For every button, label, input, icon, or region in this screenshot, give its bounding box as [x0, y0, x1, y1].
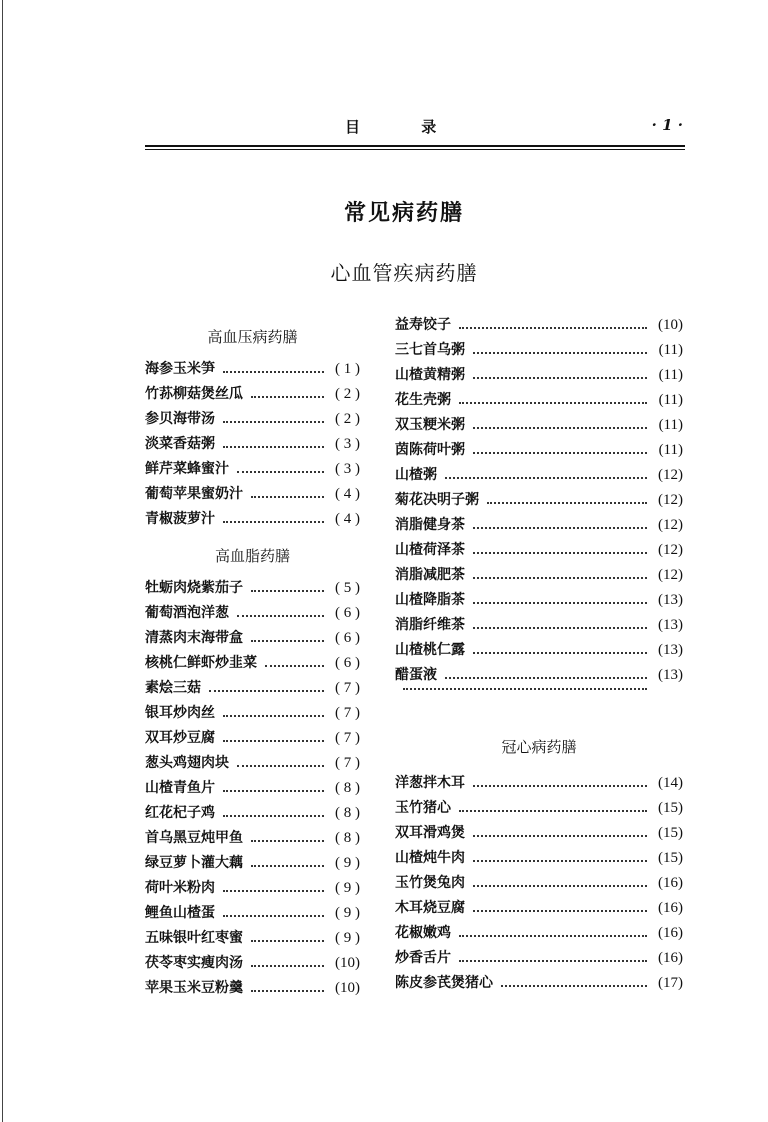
dot-leader — [223, 371, 324, 373]
entry-title: 玉竹猪心 — [395, 800, 451, 816]
dot-leader — [251, 396, 324, 398]
dot-leader — [251, 496, 324, 498]
toc-entry[interactable] — [145, 776, 360, 801]
dot-leader — [473, 835, 647, 837]
entry-page: (14) — [658, 775, 683, 791]
dot-leader — [459, 810, 647, 812]
entry-page: (12) — [658, 517, 683, 533]
entry-title: 素烩三菇 — [145, 680, 201, 696]
toc-entry[interactable] — [145, 482, 360, 507]
toc-entry[interactable] — [145, 976, 360, 1001]
toc-list — [395, 771, 683, 996]
toc-column-left — [145, 323, 360, 1001]
entry-title: 竹荪柳菇煲丝瓜 — [145, 386, 243, 402]
dot-leader — [251, 640, 324, 642]
dot-leader — [473, 552, 647, 554]
toc-entry[interactable] — [395, 796, 683, 821]
toc-entry[interactable] — [145, 826, 360, 851]
dot-leader — [223, 790, 324, 792]
entry-page: ( 3 ) — [335, 436, 360, 452]
toc-entry[interactable] — [145, 407, 360, 432]
entry-page: (12) — [658, 542, 683, 558]
dot-leader — [487, 502, 647, 504]
entry-page: ( 7 ) — [335, 730, 360, 746]
dot-leader — [403, 688, 647, 690]
section-title: 心血管疾病药膳 — [330, 261, 478, 285]
entry-title: 葱头鸡翅肉块 — [145, 755, 229, 771]
entry-page: ( 2 ) — [335, 411, 360, 427]
entry-title: 山楂降脂茶 — [395, 592, 465, 608]
dot-leader — [223, 890, 324, 892]
entry-title: 海参玉米笋 — [145, 361, 215, 377]
entry-page: (16) — [658, 875, 683, 891]
toc-entry[interactable] — [145, 876, 360, 901]
entry-title: 山楂粥 — [395, 467, 437, 483]
entry-title: 五味银叶红枣蜜 — [145, 930, 243, 946]
dot-leader — [251, 940, 324, 942]
entry-page: (10) — [658, 317, 683, 333]
dot-leader — [251, 840, 324, 842]
dot-leader — [251, 865, 324, 867]
toc-entry[interactable] — [145, 357, 360, 382]
entry-page: (16) — [658, 925, 683, 941]
entry-page: ( 9 ) — [335, 930, 360, 946]
entry-title: 苹果玉米豆粉羹 — [145, 980, 243, 996]
dot-leader — [265, 665, 324, 667]
toc-entry[interactable] — [395, 613, 683, 638]
dot-leader — [473, 527, 647, 529]
dot-leader — [473, 910, 647, 912]
entry-page: ( 5 ) — [335, 580, 360, 596]
entry-title: 首乌黑豆炖甲鱼 — [145, 830, 243, 846]
toc-entry[interactable] — [145, 751, 360, 776]
entry-title: 玉竹煲兔肉 — [395, 875, 465, 891]
entry-page: (10) — [335, 955, 360, 971]
entry-title: 醋蛋液 — [395, 667, 437, 683]
dot-leader — [237, 471, 324, 473]
toc-list — [395, 313, 683, 713]
toc-entry[interactable] — [395, 871, 683, 896]
entry-page: (11) — [658, 392, 683, 408]
dot-leader — [501, 985, 647, 987]
toc-entry[interactable] — [395, 588, 683, 613]
entry-page: (13) — [658, 592, 683, 608]
toc-entry[interactable] — [395, 388, 683, 413]
toc-entry[interactable] — [395, 538, 683, 563]
entry-page: (12) — [658, 467, 683, 483]
entry-title: 淡菜香菇粥 — [145, 436, 215, 452]
dot-leader — [473, 452, 647, 454]
dot-leader — [459, 402, 647, 404]
entry-title: 陈皮参芪煲猪心 — [395, 975, 493, 991]
dot-leader — [459, 327, 647, 329]
toc-entry[interactable] — [145, 432, 360, 457]
entry-page: ( 7 ) — [335, 705, 360, 721]
dot-leader — [251, 965, 324, 967]
toc-entry[interactable] — [145, 601, 360, 626]
subsection-heading: 高血压病药膳 — [207, 328, 298, 346]
entry-title: 茵陈荷叶粥 — [395, 442, 465, 458]
toc-entry[interactable] — [395, 971, 683, 996]
entry-page: (15) — [658, 825, 683, 841]
toc-entry[interactable] — [395, 463, 683, 488]
entry-title: 山楂荷泽茶 — [395, 542, 465, 558]
entry-title: 参贝海带汤 — [145, 411, 215, 427]
toc-entry[interactable] — [395, 338, 683, 363]
entry-title: 核桃仁鲜虾炒韭菜 — [145, 655, 257, 671]
entry-title: 银耳炒肉丝 — [145, 705, 215, 721]
entry-page: ( 6 ) — [335, 605, 360, 621]
entry-page: (10) — [335, 980, 360, 996]
entry-page: ( 4 ) — [335, 486, 360, 502]
entry-title: 红花杞子鸡 — [145, 805, 215, 821]
entry-page: (11) — [658, 417, 683, 433]
dot-leader — [251, 590, 324, 592]
entry-page: (17) — [658, 975, 683, 991]
entry-page: (16) — [658, 900, 683, 916]
toc-entry[interactable] — [395, 513, 683, 538]
dot-leader — [223, 740, 324, 742]
toc-entry[interactable] — [395, 313, 683, 338]
toc-list — [145, 357, 360, 532]
entry-title: 双耳炒豆腐 — [145, 730, 215, 746]
toc-entry[interactable] — [145, 676, 360, 701]
entry-page: ( 4 ) — [335, 511, 360, 527]
toc-entry[interactable] — [145, 726, 360, 751]
entry-page: ( 9 ) — [335, 880, 360, 896]
entry-title: 青椒菠萝汁 — [145, 511, 215, 527]
toc-entry[interactable] — [395, 438, 683, 463]
entry-page: ( 2 ) — [335, 386, 360, 402]
toc-entry[interactable] — [145, 507, 360, 532]
subsection-heading: 高血脂药膳 — [214, 547, 290, 565]
entry-page: ( 8 ) — [335, 780, 360, 796]
entry-page: ( 3 ) — [335, 461, 360, 477]
toc-entry[interactable] — [145, 701, 360, 726]
toc-list — [145, 576, 360, 1001]
dot-leader — [223, 815, 324, 817]
dot-leader — [223, 715, 324, 717]
toc-entry[interactable] — [395, 921, 683, 946]
running-header — [145, 116, 685, 138]
entry-page: (12) — [658, 567, 683, 583]
dot-leader — [473, 602, 647, 604]
entry-title: 葡萄苹果蜜奶汁 — [145, 486, 243, 502]
entry-title: 山楂炖牛肉 — [395, 850, 465, 866]
entry-page: ( 8 ) — [335, 805, 360, 821]
entry-page: ( 8 ) — [335, 830, 360, 846]
dot-leader — [209, 690, 324, 692]
entry-page: ( 7 ) — [335, 680, 360, 696]
entry-page: ( 6 ) — [335, 655, 360, 671]
dot-leader — [473, 577, 647, 579]
toc-entry[interactable] — [395, 363, 683, 388]
toc-entry[interactable] — [145, 801, 360, 826]
entry-title: 葡萄酒泡洋葱 — [145, 605, 229, 621]
entry-page: ( 1 ) — [335, 361, 360, 377]
entry-page: (11) — [658, 442, 683, 458]
dot-leader — [223, 421, 324, 423]
page-edge — [2, 0, 3, 1122]
toc-entry[interactable] — [395, 663, 683, 688]
entry-page: (13) — [658, 642, 683, 658]
toc-entry[interactable] — [395, 488, 683, 513]
dot-leader — [223, 915, 324, 917]
dot-leader — [237, 765, 324, 767]
entry-title: 花生壳粥 — [395, 392, 451, 408]
entry-page: (15) — [658, 800, 683, 816]
toc-entry[interactable] — [395, 638, 683, 663]
entry-title: 鲤鱼山楂蛋 — [145, 905, 215, 921]
entry-title: 牡蛎肉烧紫茄子 — [145, 580, 243, 596]
entry-title: 清蒸肉末海带盒 — [145, 630, 243, 646]
entry-page: (15) — [658, 850, 683, 866]
entry-page: (16) — [658, 950, 683, 966]
subsection-heading: 冠心病药膳 — [501, 738, 577, 756]
entry-title: 益寿饺子 — [395, 317, 451, 333]
toc-entry[interactable] — [395, 771, 683, 796]
entry-page: (13) — [658, 667, 683, 683]
entry-title: 荷叶米粉肉 — [145, 880, 215, 896]
entry-title: 花椒嫩鸡 — [395, 925, 451, 941]
dot-leader — [445, 477, 647, 479]
dot-leader — [473, 427, 647, 429]
entry-title: 双玉粳米粥 — [395, 417, 465, 433]
entry-title: 消脂纤维茶 — [395, 617, 465, 633]
header-title: 目 录 — [345, 118, 465, 136]
page-number: · 1 · — [651, 116, 683, 134]
dot-leader — [445, 677, 647, 679]
entry-page: ( 9 ) — [335, 855, 360, 871]
entry-title: 山楂青鱼片 — [145, 780, 215, 796]
entry-title: 山楂黄精粥 — [395, 367, 465, 383]
dot-leader — [237, 615, 324, 617]
toc-entry[interactable] — [145, 951, 360, 976]
entry-title: 木耳烧豆腐 — [395, 900, 465, 916]
entry-title: 鲜芹菜蜂蜜汁 — [145, 461, 229, 477]
entry-page: ( 6 ) — [335, 630, 360, 646]
entry-page: (12) — [658, 492, 683, 508]
dot-leader — [473, 885, 647, 887]
toc-entry[interactable] — [145, 626, 360, 651]
dot-leader — [459, 960, 647, 962]
toc-entry[interactable] — [395, 821, 683, 846]
entry-title: 茯苓枣实瘦肉汤 — [145, 955, 243, 971]
toc-column-right — [395, 313, 683, 996]
toc-entry[interactable] — [395, 688, 683, 713]
dot-leader — [473, 652, 647, 654]
dot-leader — [473, 352, 647, 354]
entry-page: (11) — [658, 342, 683, 358]
entry-title: 消脂健身茶 — [395, 517, 465, 533]
entry-page: ( 7 ) — [335, 755, 360, 771]
dot-leader — [223, 521, 324, 523]
toc-entry[interactable] — [145, 651, 360, 676]
dot-leader — [473, 377, 647, 379]
dot-leader — [473, 785, 647, 787]
toc-entry[interactable] — [145, 576, 360, 601]
entry-title: 炒香舌片 — [395, 950, 451, 966]
entry-title: 三七首乌粥 — [395, 342, 465, 358]
toc-entry[interactable] — [395, 896, 683, 921]
dot-leader — [223, 446, 324, 448]
entry-page: (11) — [658, 367, 683, 383]
entry-title: 双耳滑鸡煲 — [395, 825, 465, 841]
toc-entry[interactable] — [145, 457, 360, 482]
entry-title: 菊花决明子粥 — [395, 492, 479, 508]
dot-leader — [251, 990, 324, 992]
toc-entry[interactable] — [395, 563, 683, 588]
entry-page: (13) — [658, 617, 683, 633]
entry-title: 洋葱拌木耳 — [395, 775, 465, 791]
entry-title: 山楂桃仁露 — [395, 642, 465, 658]
dot-leader — [473, 860, 647, 862]
chapter-title: 常见病药膳 — [343, 200, 464, 226]
entry-page: ( 9 ) — [335, 905, 360, 921]
toc-entry[interactable] — [145, 382, 360, 407]
header-rule-thin — [145, 149, 685, 150]
toc-entry[interactable] — [395, 946, 683, 971]
entry-title: 消脂减肥茶 — [395, 567, 465, 583]
header-rule — [145, 145, 685, 147]
toc-entry[interactable] — [145, 851, 360, 876]
toc-entry[interactable] — [145, 901, 360, 926]
entry-title: 绿豆萝卜灌大藕 — [145, 855, 243, 871]
toc-entry[interactable] — [395, 846, 683, 871]
toc-entry[interactable] — [395, 413, 683, 438]
toc-entry[interactable] — [145, 926, 360, 951]
dot-leader — [459, 935, 647, 937]
dot-leader — [473, 627, 647, 629]
